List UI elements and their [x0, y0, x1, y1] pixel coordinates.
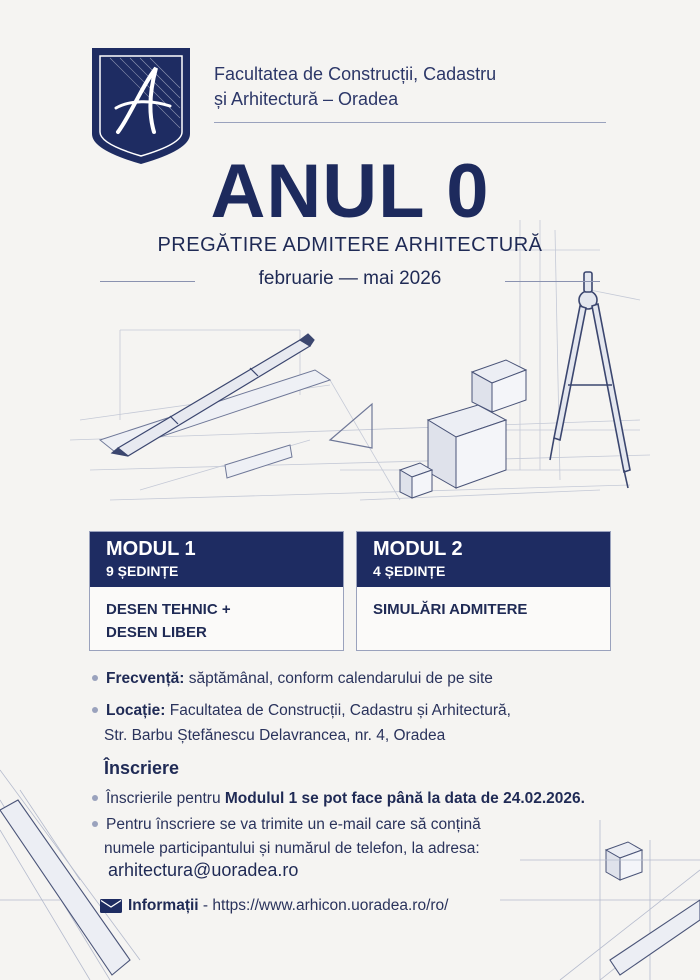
- dates-text: februarie — mai 2026: [258, 268, 442, 289]
- module-1-title: MODUL 1: [106, 538, 196, 560]
- enrollment-heading: Înscriere: [104, 758, 180, 778]
- module-1-line-2: DESEN LIBER: [106, 624, 207, 641]
- module-2-description: [357, 587, 610, 621]
- location-text-1: Facultatea de Construcții, Cadastru și Arhitectură,: [169, 702, 511, 719]
- enrollment-line-3: numele participantului și numărul de telefon, la adresa:: [104, 840, 480, 857]
- module-1-line-1: DESEN TEHNIC +: [106, 601, 231, 618]
- info-line: [100, 897, 448, 915]
- institution-divider: [214, 122, 606, 123]
- envelope-icon: [100, 899, 122, 913]
- frequency-text: săptămânal, conform calendarului de pe site: [188, 670, 493, 687]
- enrollment-deadline: [92, 786, 585, 811]
- module-2-header: [357, 532, 610, 587]
- institution-line-1: Facultatea de Construcții, Cadastru: [214, 64, 497, 84]
- location-label: Locație:: [106, 702, 166, 719]
- subtitle: PREGĂTIRE ADMITERE ARHITECTURĂ: [157, 234, 543, 256]
- faculty-logo-shield: [90, 46, 192, 166]
- bullet-icon: [92, 675, 98, 681]
- bullet-icon: [92, 707, 98, 713]
- frequency-item: [92, 666, 493, 691]
- module-2-title: MODUL 2: [373, 538, 463, 560]
- bullet-icon: [92, 795, 98, 801]
- info-separator: -: [198, 897, 213, 914]
- dates-divider-right: [505, 281, 600, 282]
- module-1-description: [90, 587, 343, 644]
- module-1-sessions: 9 ȘEDINȚE: [106, 563, 179, 579]
- module-1-header: [90, 532, 343, 587]
- enrollment-line-2: Pentru înscriere se va trimite un e-mail care să conțină: [106, 816, 481, 833]
- institution-line-2: și Arhitectură – Oradea: [214, 89, 399, 109]
- bullet-icon: [92, 821, 98, 827]
- main-title: ANUL 0: [210, 149, 490, 234]
- location-item: [92, 698, 511, 723]
- enrollment-line-1a: Înscrierile pentru: [106, 790, 225, 807]
- module-1-card: [89, 531, 344, 651]
- info-label: Informații: [128, 897, 199, 914]
- program-dates: [100, 268, 600, 292]
- module-2-card: [356, 531, 611, 651]
- location-text-2: Str. Barbu Ștefănescu Delavrancea, nr. 4, Oradea: [104, 727, 446, 744]
- enrollment-instructions: [92, 812, 481, 837]
- module-2-line-1: SIMULĂRI ADMITERE: [373, 601, 528, 618]
- frequency-label: Frecvență:: [106, 670, 185, 687]
- institution-name: [214, 62, 496, 112]
- enrollment-line-1b: Modulul 1 se pot face până la data de 24.02.2026.: [224, 790, 585, 807]
- module-2-sessions: 4 ȘEDINȚE: [373, 563, 446, 579]
- info-website-link[interactable]: https://www.arhicon.uoradea.ro/ro/: [212, 897, 449, 914]
- enrollment-email-link[interactable]: arhitectura@uoradea.ro: [108, 860, 299, 880]
